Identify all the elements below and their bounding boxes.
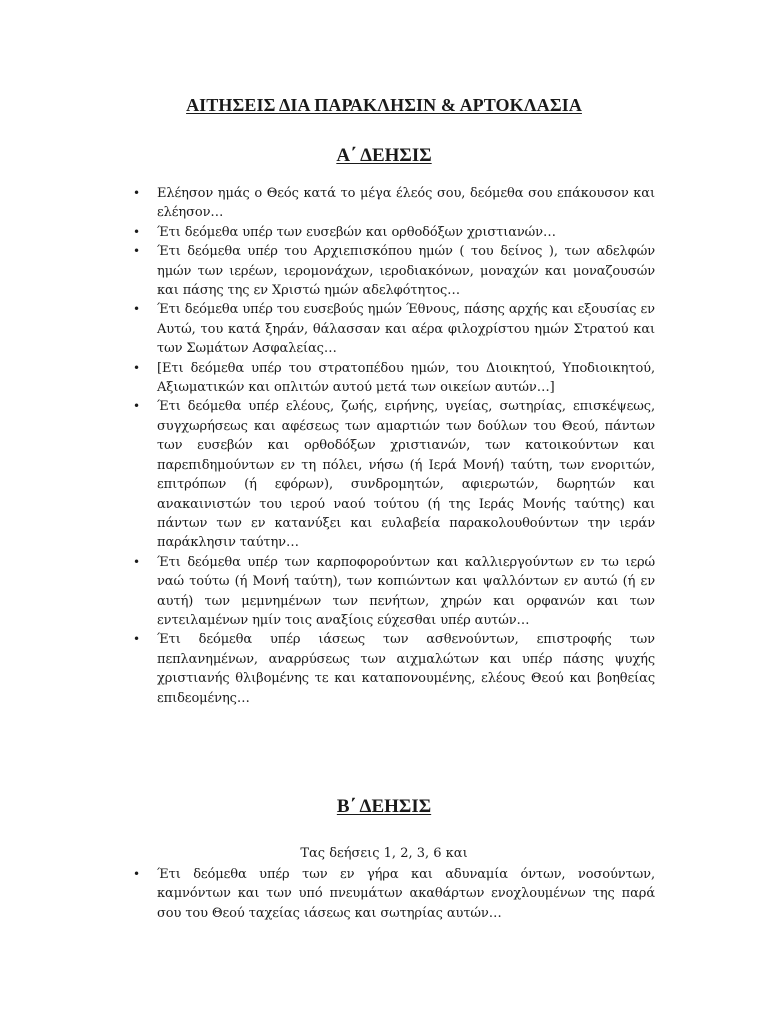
petition-item [133, 242, 655, 300]
petition-item [133, 300, 655, 358]
petition-item [133, 359, 655, 398]
petition-text: [Ετι δεόμεθα υπέρ του στρατοπέδου ημών, του Διοικητού, Υποδιοικητού, Αξιωματικών και οπλιτών αυτού μετά των οικείων αυτών…] [157, 360, 655, 396]
petition-item [133, 223, 655, 242]
petition-text: Έτι δεόμεθα υπέρ ιάσεως των ασθενούντων, επιστροφής των πεπλανημένων, αναρρύσεως των αιχμαλώτων και υπέρ πάσης ψυχής χριστιανής θλιβομένης τε και καταπονουμένης, ελέους Θεού και βοηθείας επιδεομένης… [157, 632, 655, 706]
document-title: ΑΙΤΗΣΕΙΣ ΔΙΑ ΠΑΡΑΚΛΗΣΙΝ & ΑΡΤΟΚΛΑΣΙΑ [186, 95, 582, 115]
bullet-icon [133, 630, 143, 649]
petition-text: Έτι δεόμεθα υπέρ του Αρχιεπισκόπου ημών ( του δείνος ), των αδελφών ημών των ιερέων, ιερομονάχων, ιεροδιακόνων, μοναχών και μοναζουσών και πάσης της εν Χριστώ ημών αδελφότητος… [157, 244, 655, 299]
bullet-icon [133, 184, 143, 203]
petition-item [133, 630, 655, 708]
petition-item [133, 553, 655, 631]
petition-item [133, 184, 655, 223]
section-b-note: Τας δεήσεις 1, 2, 3, 6 και [300, 846, 468, 861]
petition-item [133, 397, 655, 552]
bullet-icon [133, 223, 143, 242]
section-b-petition-list [133, 865, 655, 923]
petition-text: Έτι δεόμεθα υπέρ των ευσεβών και ορθοδόξων χριστιανών… [157, 224, 556, 240]
petition-text: Έτι δεόμεθα υπέρ ελέους, ζωής, ειρήνης, υγείας, σωτηρίας, επισκέψεως, συγχωρήσεως και αφέσεως των αμαρτιών των δούλων του Θεού, πάντων των ευσεβών και ορθοδόξων χριστιανών, των κατοικούντων και παρεπιδημούντων εν τη πόλει, νήσω (ή Ιερά Μονή) ταύτη, των ενοριτών, επιτρόπων (ή εφόρων), συνδρομητών, αφιερωτών, δωρητών και ανακαινιστών του ιερού ναού τούτου (ή της Ιεράς Μονής ταύτης) και πάντων των εν κατανύξει και ευλαβεία παρακολουθούντων την ιεράν παράκλησιν ταύτην… [157, 399, 655, 551]
petition-text: Έτι δεόμεθα υπέρ του ευσεβούς ημών Έθνους, πάσης αρχής και εξουσίας εν Αυτώ, του κατά ξηράν, θάλασσαν και αέρα φιλοχρίστου ημών Στρατού και των Σωμάτων Ασφαλείας… [157, 302, 655, 357]
section-a-petition-list [133, 184, 655, 708]
bullet-icon [133, 242, 143, 261]
petition-text: Έτι δεόμεθα υπέρ των εν γήρα και αδυναμία όντων, νοσούντων, καμνόντων και των υπό πνευμάτων ακαθάρτων ενοχλουμένων της παρά σου του Θεού ταχείας ιάσεως και σωτηρίας αυτών… [157, 867, 655, 921]
section-a-heading: Α΄ ΔΕΗΣΙΣ [336, 145, 432, 166]
petition-item [133, 865, 655, 923]
petition-text: Έτι δεόμεθα υπέρ των καρποφορούντων και καλλιεργούντων εν τω ιερώ ναώ τούτω (ή Μονή ταύτη), των κοπιώντων και ψαλλόντων εν αυτώ (ή εν αυτή) των μεμνημένων των πενήτων, χηρών και ορφανών και των εντειλαμένων ημίν τοις αναξίοις εύχεσθαι υπέρ αυτών… [157, 554, 655, 628]
bullet-icon [133, 553, 143, 572]
section-b-heading: Β΄ ΔΕΗΣΙΣ [336, 796, 432, 817]
bullet-icon [133, 359, 143, 378]
bullet-icon [133, 397, 143, 416]
bullet-icon [133, 300, 143, 319]
bullet-icon [133, 865, 143, 884]
petition-text: Ελέησον ημάς ο Θεός κατά το μέγα έλεός σου, δεόμεθα σου επάκουσον και ελέησον… [157, 186, 655, 221]
